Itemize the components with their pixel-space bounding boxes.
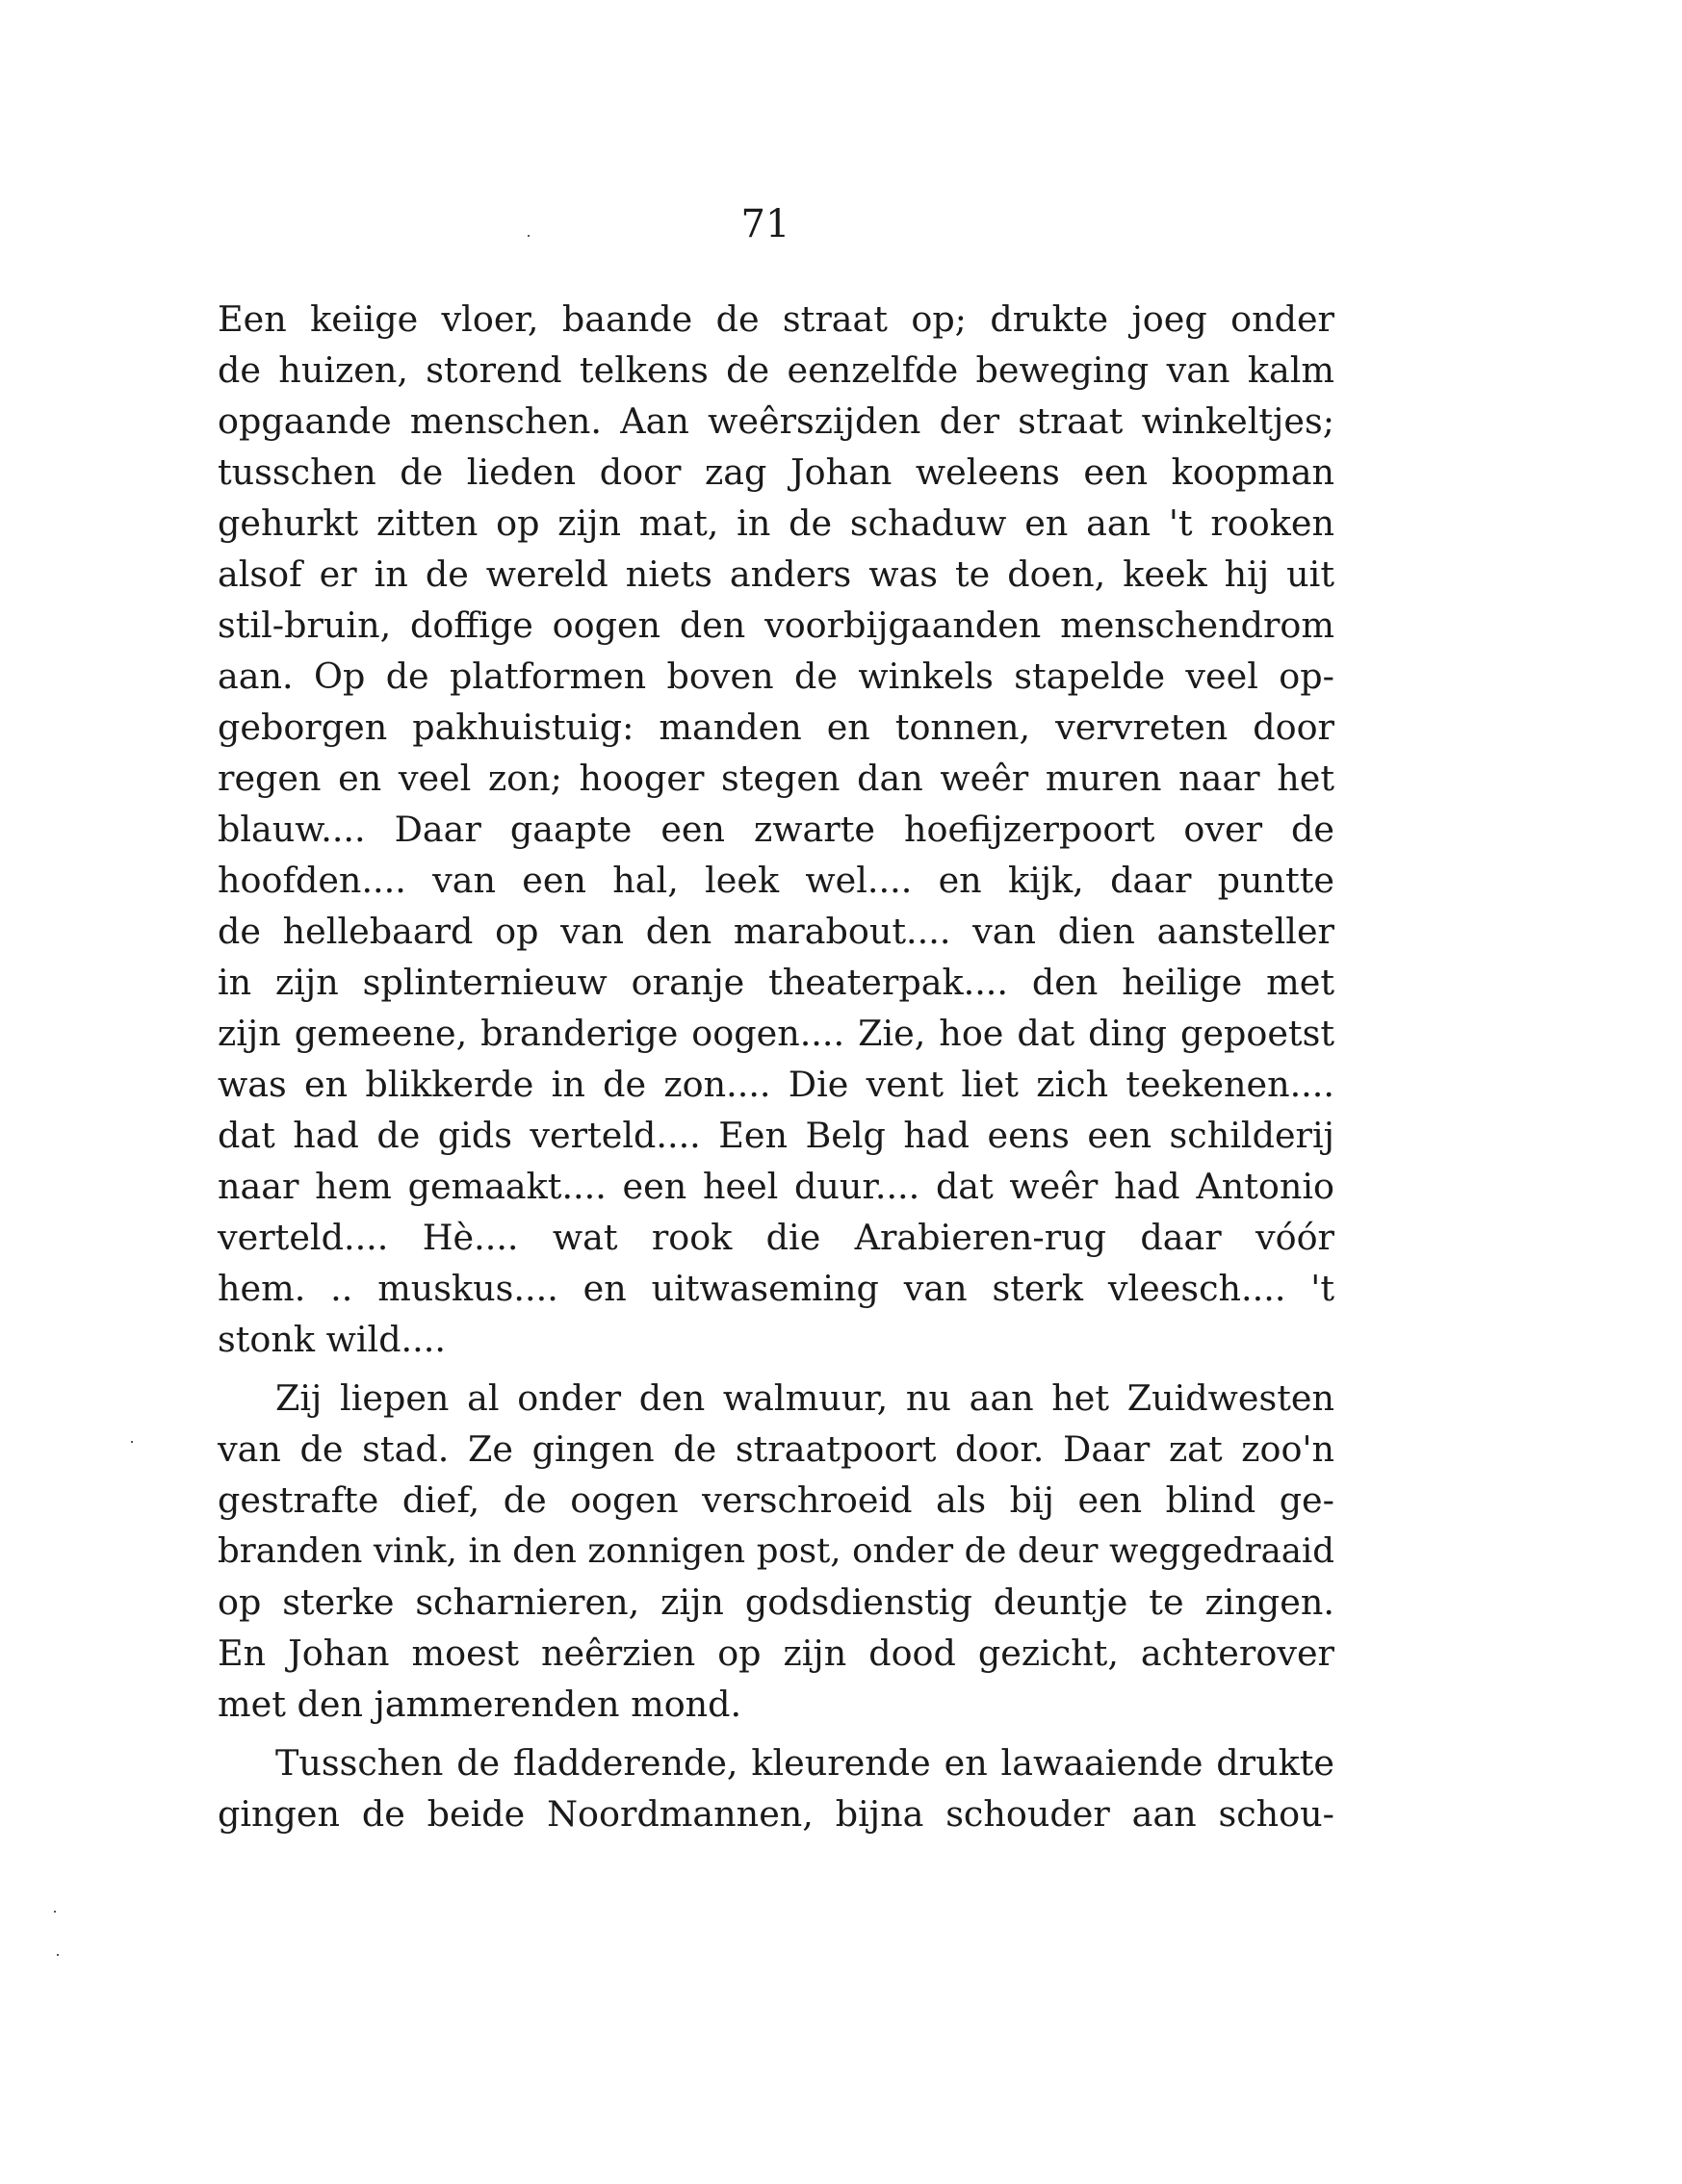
text-line: was en blikkerde in de zon.... Die vent liet zich teekenen.... [218,1064,1334,1105]
text-line: branden vink, in den zonnigen post, onder de deur weggedraaid [218,1531,1334,1571]
text-line: En Johan moest neêrzien op zijn dood gezicht, achterover [218,1632,1334,1674]
scan-speck [57,1954,59,1956]
text-line: hoofden.... van een hal, leek wel.... en kijk, daar puntte [218,860,1334,901]
text-line: gehurkt zitten op zijn mat, in de schaduw en aan 't rooken [218,502,1334,544]
text-line: van de stad. Ze gingen de straatpoort door. Daar zat zoo'n [218,1428,1334,1470]
body-text [218,294,1334,1839]
text-line: tusschen de lieden door zag Johan weleens een koopman [218,451,1334,493]
text-line: blauw.... Daar gaapte een zwarte hoefijzerpoort over de [218,809,1334,850]
text-line: de huizen, storend telkens de eenzelfde beweging van kalm [218,349,1334,391]
scan-speck [131,1441,133,1443]
text-line: de hellebaard op van den marabout.... van dien aansteller [218,911,1334,952]
text-line: dat had de gids verteld.... Een Belg had eens een schilderij [218,1115,1334,1156]
text-line: met den jammerenden mond. [218,1683,742,1725]
text-line: stil-bruin, doffige oogen den voorbijgaanden menschendrom [218,604,1334,646]
paragraph-gap [218,1730,1334,1737]
scan-speck [528,235,530,237]
text-line: op sterke scharnieren, zijn godsdienstig deuntje te zingen. [218,1581,1334,1623]
text-line: regen en veel zon; hooger stegen dan weêr muren naar het [218,758,1334,799]
text-line: naar hem gemaakt.... een heel duur.... dat weêr had Antonio [218,1166,1334,1207]
text-line: hem. .. muskus.... en uitwaseming van sterk vleesch.... 't [218,1268,1334,1309]
text-line: aan. Op de platformen boven de winkels stapelde veel op- [218,655,1334,697]
text-line: opgaande menschen. Aan weêrszijden der straat winkeltjes; [218,400,1334,442]
text-line: verteld.... Hè.... wat rook die Arabieren-rug daar vóór [218,1217,1334,1258]
text-line: stonk wild.... [218,1319,446,1360]
text-line: in zijn splinternieuw oranje theaterpak.... den heilige met [218,962,1334,1003]
text-line: Een keiige vloer, baande de straat op; drukte joeg onder [218,298,1334,340]
text-line: Zij liepen al onder den walmuur, nu aan het Zuidwesten [275,1377,1334,1419]
page-number: 71 [740,202,790,246]
text-line: Tusschen de fladderende, kleurende en lawaaiende drukte [275,1742,1334,1784]
scan-speck [54,1911,56,1913]
text-line: gestrafte dief, de oogen verschroeid als bij een blind ge- [218,1479,1334,1521]
text-line: geborgen pakhuistuig: manden en tonnen, vervreten door [218,707,1334,748]
text-line: gingen de beide Noordmannen, bijna schouder aan schou- [218,1793,1334,1835]
paragraph-gap [218,1365,1334,1373]
text-line: zijn gemeene, branderige oogen.... Zie, hoe dat ding gepoetst [218,1013,1334,1054]
text-line: alsof er in de wereld niets anders was te doen, keek hij uit [218,553,1334,595]
